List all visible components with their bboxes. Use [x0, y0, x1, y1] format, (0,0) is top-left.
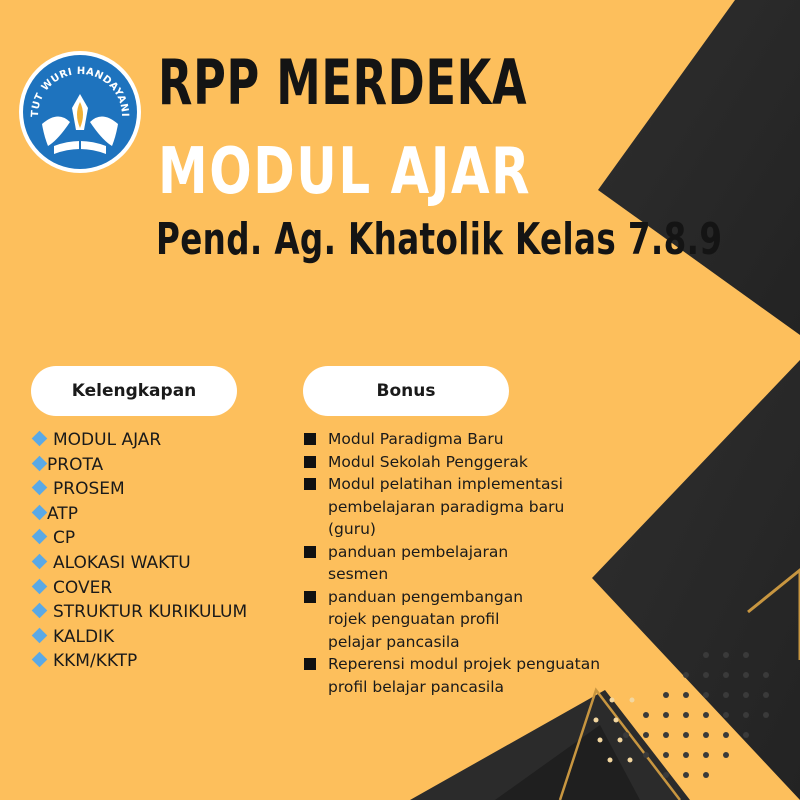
kelengkapan-item-label: KALDIK [53, 626, 115, 647]
diamond-bullet-icon [32, 480, 48, 496]
kelengkapan-item-label: PROTA [47, 454, 104, 475]
bonus-item-label: panduan pengembangan rojek penguatan profil pelajar pancasila [328, 587, 524, 651]
kelengkapan-item-label: ALOKASI WAKTU [53, 552, 191, 573]
square-bullet-icon [304, 478, 316, 490]
bonus-item [302, 473, 600, 541]
bonus-item-label: Reperensi modul projek penguatan profil belajar pancasila [328, 655, 601, 696]
square-bullet-icon [304, 591, 316, 603]
bonus-heading [303, 366, 509, 416]
bonus-item-label: Modul Paradigma Baru [328, 430, 504, 448]
subtitle: Pend. Ag. Khatolik Kelas 7.8.9 [156, 214, 723, 265]
bonus-list [302, 428, 602, 698]
bonus-item [302, 451, 602, 474]
logo-text: TUT WURI HANDAYANI [29, 65, 131, 118]
square-bullet-icon [304, 546, 316, 558]
title-main: RPP MERDEKA [158, 46, 528, 119]
kelengkapan-item [30, 526, 247, 551]
kelengkapan-item [30, 576, 247, 601]
bonus-item [302, 653, 618, 698]
tut-wuri-handayani-logo-icon [18, 50, 142, 174]
kelengkapan-list [30, 428, 247, 674]
bonus-item-label: panduan pembelajaran sesmen [328, 542, 509, 583]
bonus-item [302, 428, 602, 451]
square-bullet-icon [304, 456, 316, 468]
kelengkapan-item [30, 649, 247, 674]
bonus-item [302, 541, 528, 586]
diamond-bullet-icon [32, 603, 48, 619]
bonus-heading-label: Bonus [376, 381, 436, 401]
kelengkapan-item-label: KKM/KKTP [53, 651, 138, 672]
square-bullet-icon [304, 658, 316, 670]
kelengkapan-item [30, 477, 247, 502]
bonus-item-label: Modul pelatihan implementasi pembelajaran paradigma baru (guru) [328, 475, 565, 538]
kelengkapan-item-label: CP [53, 528, 76, 549]
diamond-bullet-icon [32, 652, 48, 668]
title-secondary: MODUL AJAR [158, 135, 532, 209]
diamond-bullet-icon [32, 505, 48, 521]
kelengkapan-item-label: COVER [53, 577, 113, 598]
bonus-item [302, 586, 538, 654]
dark-shape-top [598, 0, 800, 335]
diamond-bullet-icon [32, 554, 48, 570]
kelengkapan-heading [31, 366, 237, 416]
kelengkapan-item-label: MODUL AJAR [53, 430, 162, 450]
diamond-bullet-icon [32, 529, 48, 545]
diamond-bullet-icon [32, 455, 48, 471]
kelengkapan-item-label: ATP [47, 503, 78, 524]
square-bullet-icon [304, 433, 316, 445]
kelengkapan-item-label: STRUKTUR KURIKULUM [53, 602, 248, 623]
diamond-bullet-icon [32, 627, 48, 643]
kelengkapan-item [30, 600, 247, 625]
kelengkapan-item [30, 502, 247, 527]
bonus-item-label: Modul Sekolah Penggerak [328, 452, 528, 471]
kelengkapan-item [30, 551, 247, 576]
kelengkapan-item [30, 625, 247, 650]
diamond-bullet-icon [32, 431, 48, 447]
kelengkapan-item [30, 428, 247, 453]
kelengkapan-heading-label: Kelengkapan [71, 381, 197, 401]
diamond-bullet-icon [32, 578, 48, 594]
kelengkapan-item [30, 453, 247, 478]
kelengkapan-item-label: PROSEM [53, 479, 125, 500]
